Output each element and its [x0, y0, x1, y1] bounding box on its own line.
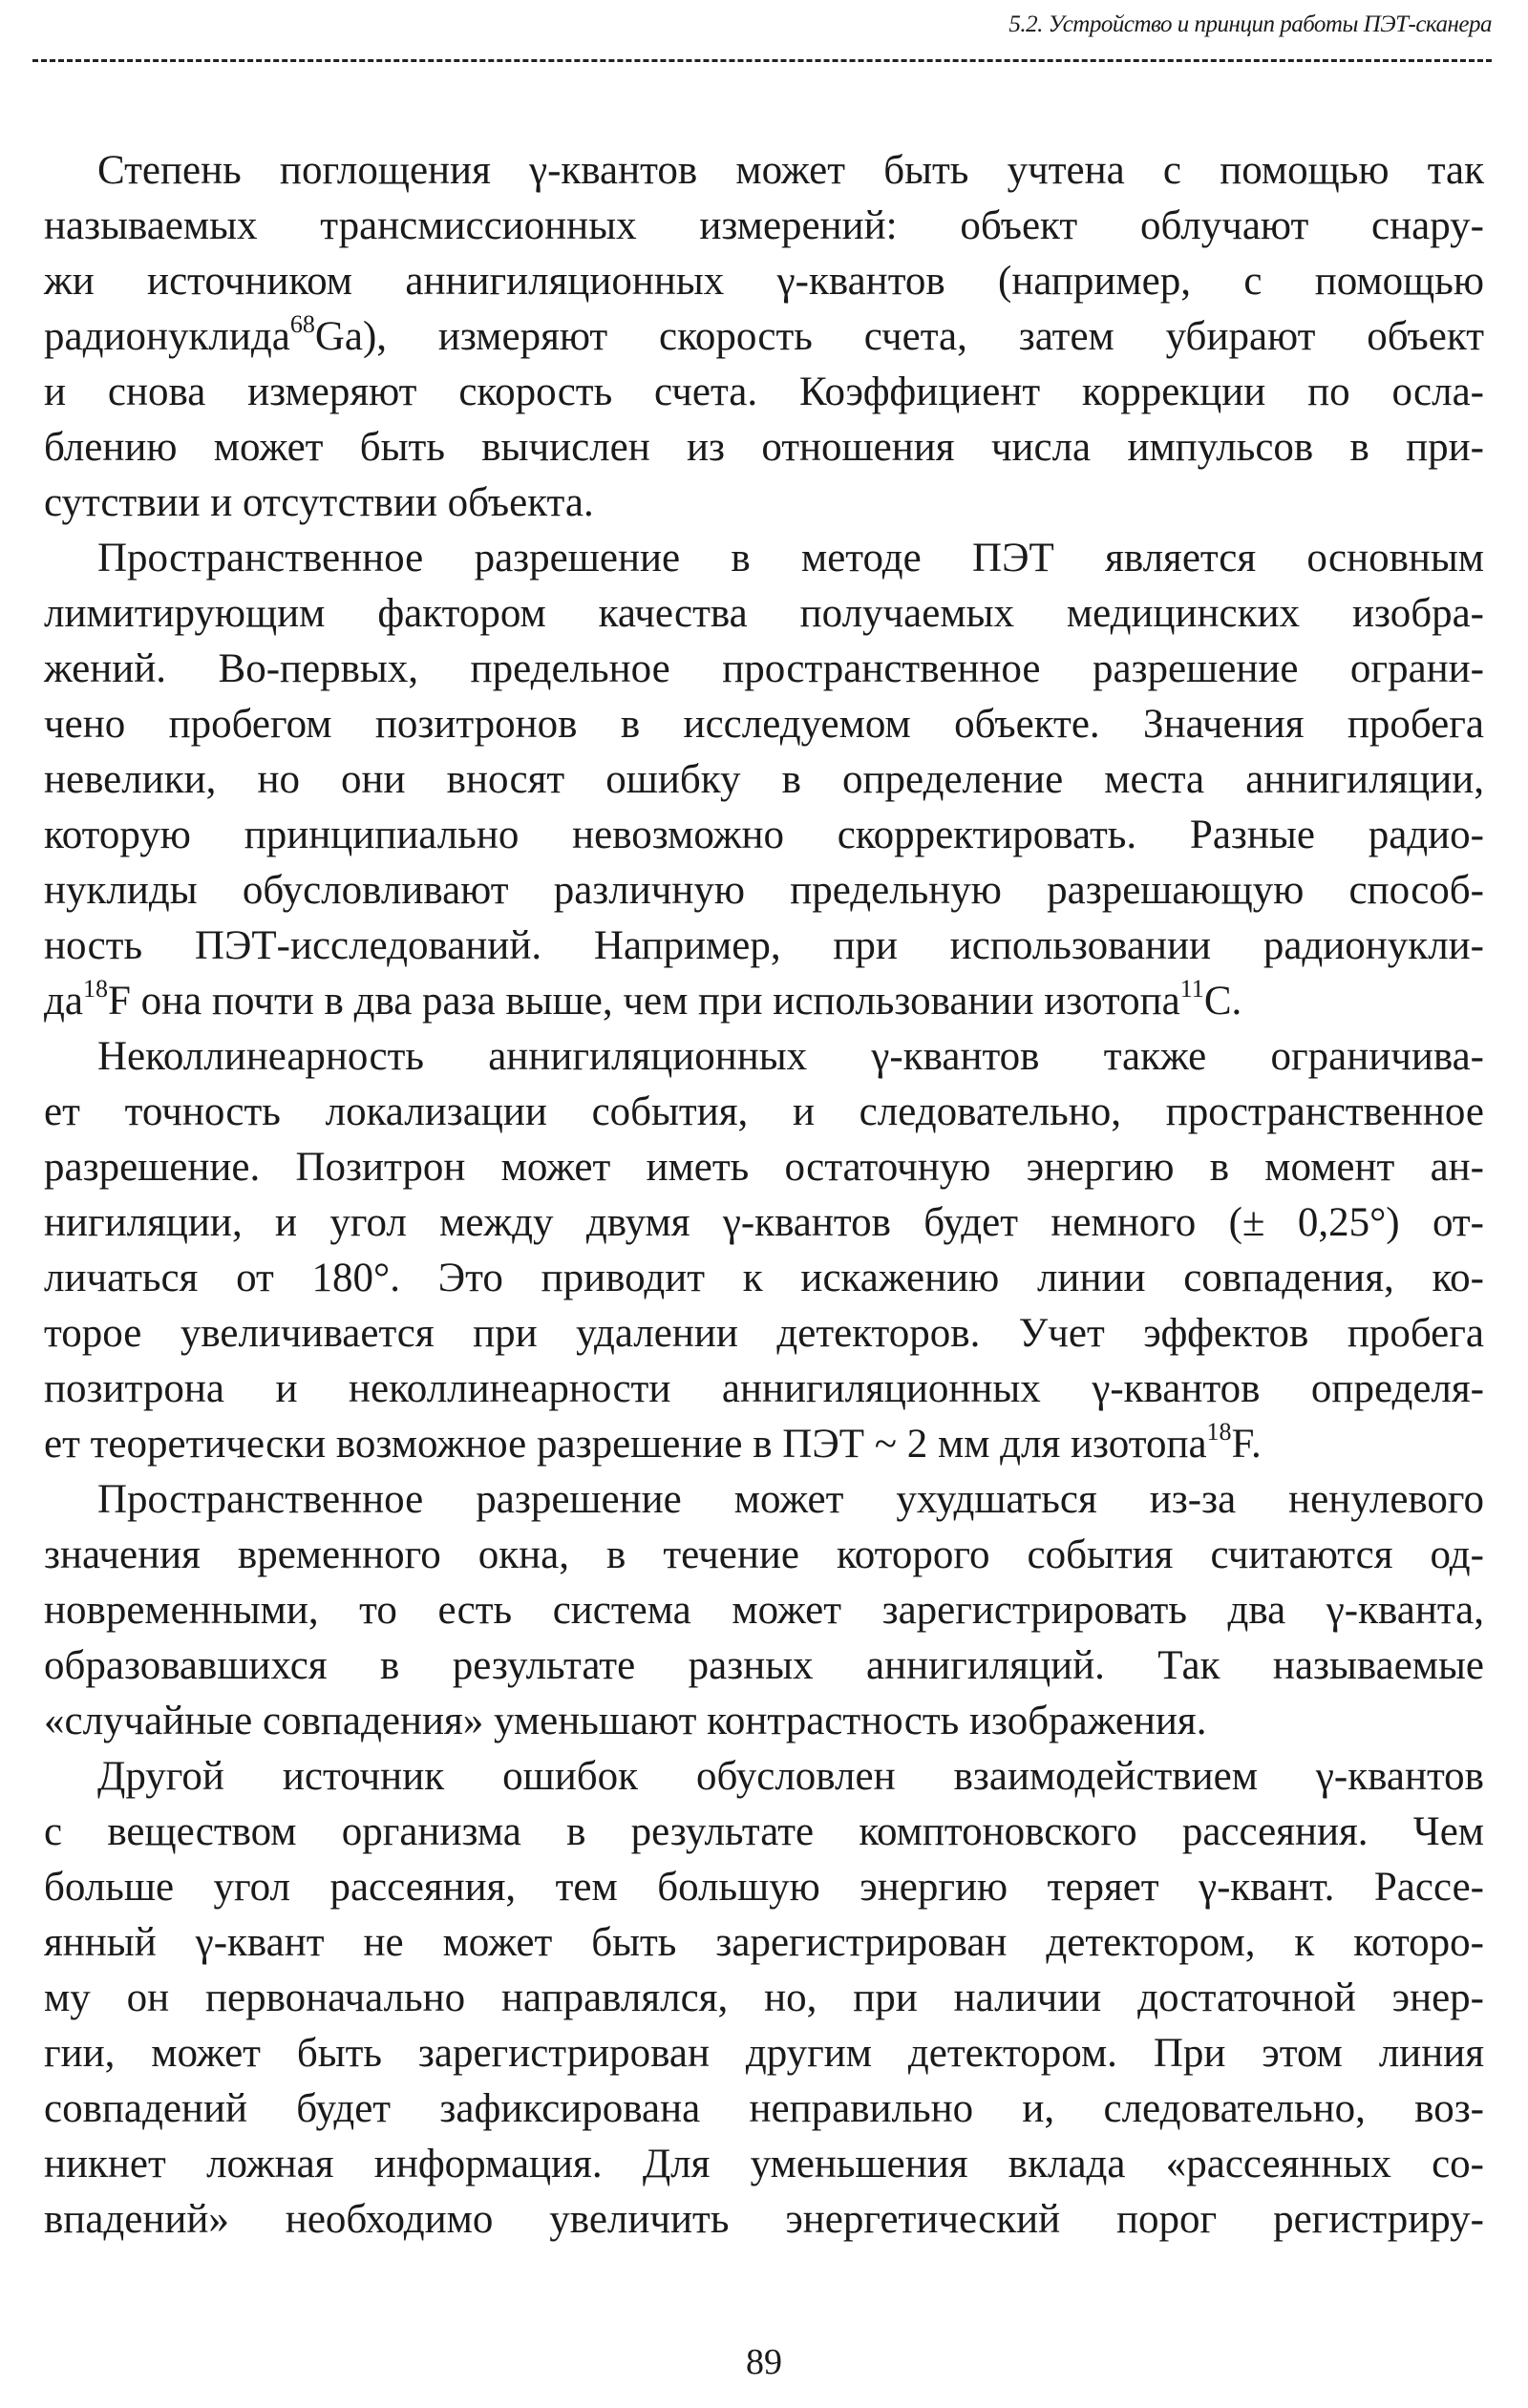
running-header: 5.2. Устройство и принцип работы ПЭТ-сканера: [1008, 11, 1492, 37]
page-number: 89: [746, 2342, 782, 2382]
text-line: гии, может быть зарегистрирован другим детектором. При этом линия: [44, 2031, 1484, 2076]
text-line: блению может быть вычислен из отношения числа импульсов в при-: [44, 425, 1484, 470]
text-line: с веществом организма в результате комптоновского рассеяния. Чем: [44, 1809, 1484, 1854]
text-line: никнет ложная информация. Для уменьшения вклада «рассеянных со-: [44, 2142, 1484, 2186]
text-line: совпадений будет зафиксирована неправильно и, следовательно, воз-: [44, 2086, 1484, 2131]
isotope-mass-number: 18: [1206, 1418, 1232, 1446]
text-line: нигиляции, и угол между двумя γ-квантов будет немного (± 0,25°) от-: [44, 1200, 1484, 1245]
isotope-mass-number: 11: [1179, 975, 1204, 1003]
text-line: Неколлинеарность аннигиляционных γ-квантов также ограничива-: [97, 1034, 1484, 1079]
text-line: впадений» необходимо увеличить энергетический порог регистриру-: [44, 2197, 1484, 2242]
text-line: торое увеличивается при удалении детекторов. Учет эффектов пробега: [44, 1311, 1484, 1356]
text-line: жений. Во-первых, предельное пространственное разрешение ограни-: [44, 646, 1484, 691]
text-line: нуклиды обусловливают различную предельную разрешающую способ-: [44, 868, 1484, 913]
text-line: $да^{18}F$ она почти в два раза выше, чем при использовании изотопа$^{11}$C.: [44, 975, 1242, 1024]
text-line: «случайные совпадения» уменьшают контрастность изображения.: [44, 1699, 1207, 1743]
body-text: [44, 143, 1484, 2248]
text-line: образовавшихся в результате разных аннигиляций. Так называемые: [44, 1643, 1484, 1688]
paragraph: [44, 1749, 1484, 2248]
text-line: жи источником аннигиляционных γ-квантов (например, с помощью: [44, 259, 1484, 304]
paragraph: [44, 531, 1484, 1029]
text-line: ет точность локализации события, и следовательно, пространственное: [44, 1089, 1484, 1134]
text-line: янный γ-квант не может быть зарегистрирован детектором, к которо-: [44, 1920, 1484, 1965]
text-line: ет теоретически возможное разрешение в ПЭТ ~ 2 мм для изотопа$^{18}$F.: [44, 1418, 1262, 1467]
text-line: лимитирующим фактором качества получаемых медицинских изобра-: [44, 591, 1484, 636]
text-line: му он первоначально направлялся, но, при наличии достаточной энер-: [44, 1975, 1484, 2020]
text-line: Пространственное разрешение может ухудшаться из-за ненулевого: [97, 1477, 1484, 1522]
text-line: радионуклида$^{68}$Ga), измеряют скорость счета, затем убирают объект: [44, 310, 1484, 359]
text-line: называемых трансмиссионных измерений: объект облучают снару-: [44, 203, 1484, 248]
text-line: невелики, но они вносят ошибку в определение места аннигиляции,: [44, 757, 1484, 802]
text-line: больше угол рассеяния, тем большую энергию теряет γ-квант. Рассе-: [44, 1865, 1484, 1910]
text-line: сутствии и отсутствии объекта.: [44, 480, 594, 525]
text-line: позитрона и неколлинеарности аннигиляционных γ-квантов определя-: [44, 1366, 1484, 1411]
header-dashed-rule: [32, 59, 1492, 62]
text-line: личаться от 180°. Это приводит к искажению линии совпадения, ко-: [44, 1256, 1484, 1300]
text-line: и снова измеряют скорость счета. Коэффициент коррекции по осла-: [44, 370, 1484, 414]
isotope-mass-number: 18: [82, 975, 108, 1003]
paragraph: [44, 143, 1484, 531]
text-line: разрешение. Позитрон может иметь остаточную энергию в момент ан-: [44, 1145, 1484, 1190]
text-line: значения временного окна, в течение которого события считаются од-: [44, 1532, 1484, 1577]
text-line: Другой источник ошибок обусловлен взаимодействием γ-квантов: [97, 1754, 1484, 1799]
text-line: которую принципиально невозможно скорректировать. Разные радио-: [44, 813, 1484, 857]
text-line: чено пробегом позитронов в исследуемом объекте. Значения пробега: [44, 702, 1484, 747]
paragraph: [44, 1472, 1484, 1749]
paragraph: [44, 1029, 1484, 1472]
text-line: Пространственное разрешение в методе ПЭТ является основным: [97, 536, 1484, 581]
text-line: Степень поглощения γ-квантов может быть учтена с помощью так: [97, 148, 1484, 193]
text-line: новременными, то есть система может зарегистрировать два γ-кванта,: [44, 1588, 1484, 1633]
text-line: ность ПЭТ-исследований. Например, при использовании радионукли-: [44, 923, 1484, 968]
isotope-mass-number: 68: [289, 310, 315, 338]
